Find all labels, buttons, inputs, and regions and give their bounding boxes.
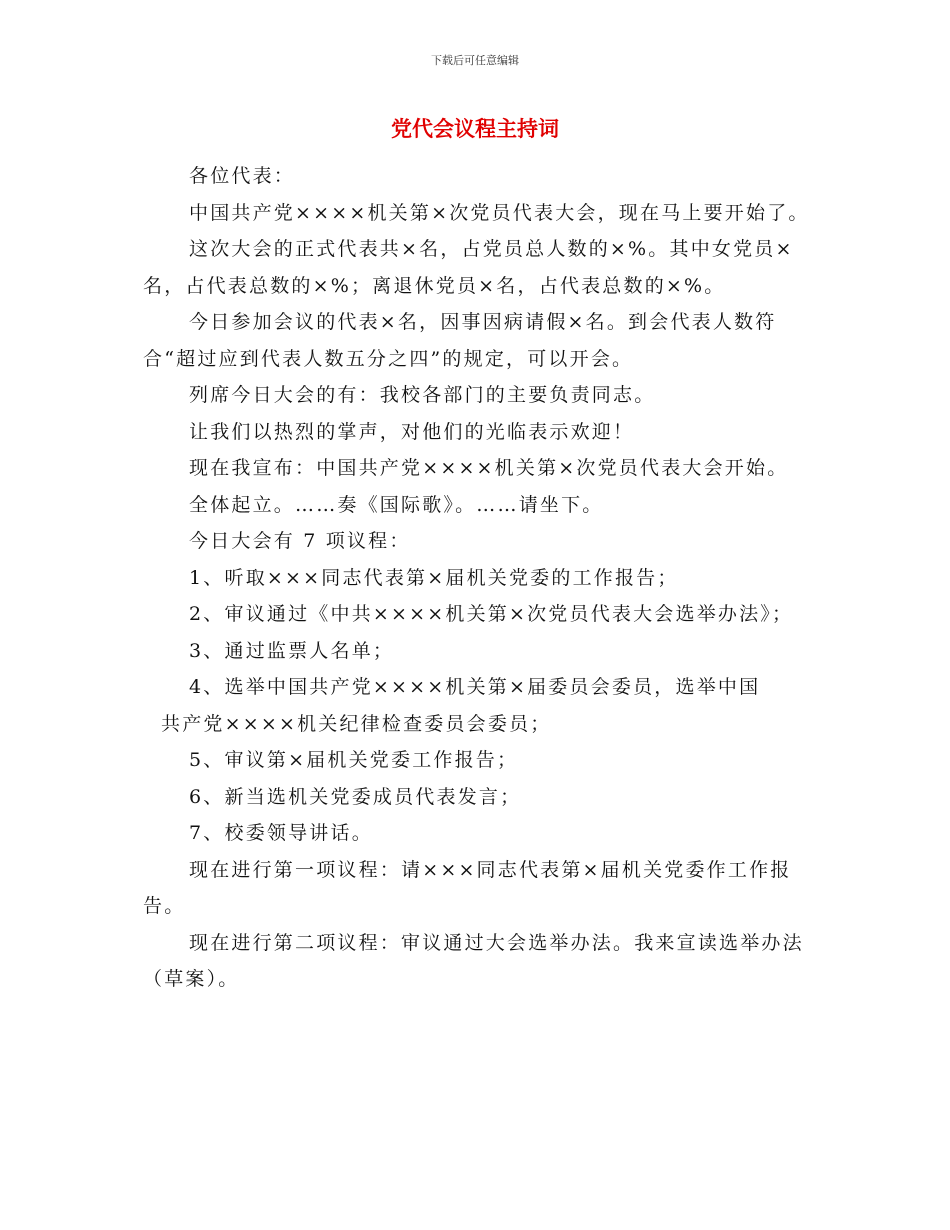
agenda-item-1: 1、听取×××同志代表第×届机关党委的工作报告； — [189, 566, 679, 589]
paragraph-agenda-first: 现在进行第一项议程：请×××同志代表第×届机关党委作工作报告。 — [143, 858, 792, 917]
paragraph-welcome: 让我们以热烈的掌声，对他们的光临表示欢迎！ — [189, 420, 635, 443]
agenda-item-4-continued: 共产党××××机关纪律检查委员会委员； — [161, 712, 552, 735]
agenda-item-6: 6、新当选机关党委成员代表发言； — [189, 785, 522, 808]
paragraph-opening: 中国共产党××××机关第×次党员代表大会，现在马上要开始了。 — [189, 201, 810, 224]
agenda-item-7: 7、校委领导讲话。 — [189, 822, 373, 844]
paragraph-anthem: 全体起立。……奏《国际歌》。……请坐下。 — [189, 493, 604, 516]
header-note: 下载后可任意编辑 — [431, 54, 519, 67]
paragraph-salutation: 各位代表： — [189, 165, 296, 187]
paragraph-announce-start: 现在我宣布：中国共产党××××机关第×次党员代表大会开始。 — [189, 457, 789, 479]
agenda-item-3: 3、通过监票人名单； — [189, 639, 395, 662]
paragraph-attendance: 今日参加会议的代表×名，因事因病请假×名。到会代表人数符合“超过应到代表人数五分之四”的规定，可以开会。 — [143, 311, 777, 370]
document-body — [143, 158, 823, 998]
paragraph-agenda-intro: 今日大会有 7 项议程： — [189, 530, 411, 552]
paragraph-agenda-second: 现在进行第二项议程：审议通过大会选举办法。我来宣读选举办法（草案）。 — [143, 931, 804, 990]
paragraph-observers: 列席今日大会的有：我校各部门的主要负责同志。 — [189, 384, 656, 406]
paragraph-delegate-stats: 这次大会的正式代表共×名，占党员总人数的×%。其中女党员×名，占代表总数的×%；离退休党员×名，占代表总数的×%。 — [143, 238, 794, 297]
agenda-item-5: 5、审议第×届机关党委工作报告； — [189, 749, 519, 771]
agenda-item-2: 2、审议通过《中共××××机关第×次党员代表大会选举办法》； — [189, 603, 794, 625]
agenda-item-4: 4、选举中国共产党××××机关第×届委员会委员，选举中国 — [189, 676, 761, 698]
document-title: 党代会议程主持词 — [391, 117, 559, 141]
